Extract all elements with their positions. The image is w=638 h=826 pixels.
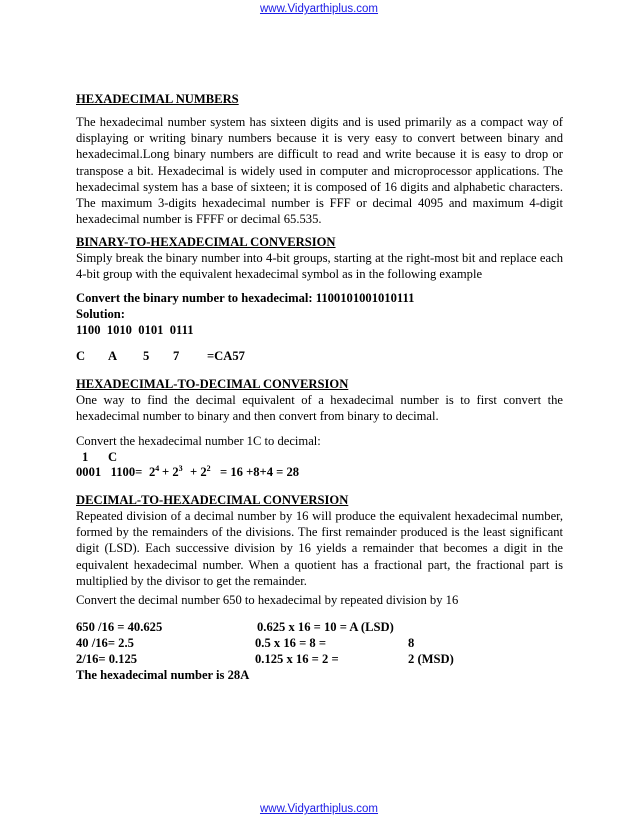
hex-digit: 7 (173, 349, 180, 363)
hex-digit-output: 2 (MSD) (408, 652, 454, 666)
page-footer (0, 803, 638, 815)
hex-digit: C (76, 349, 86, 363)
decimal-to-hex-example: Convert the decimal number 650 to hexadecimal by repeated division by 16 (76, 593, 459, 607)
hex-to-decimal-example: Convert the hexadecimal number 1C to decimal: (76, 434, 321, 448)
decimal-to-hex-heading: DECIMAL-TO-HEXADECIMAL CONVERSION (76, 493, 349, 507)
remainder-step: 0.625 x 16 = 10 = A (LSD) (257, 620, 394, 634)
power-term: + $2^3$ (162, 463, 183, 479)
hex-input-digit: 1 (82, 450, 89, 464)
remainder-step: 0.125 x 16 = 2 = (255, 652, 339, 666)
binary-value: 0001 1100= (76, 465, 143, 479)
power-term: $2^4$ (149, 463, 160, 479)
division-row (76, 651, 576, 667)
hex-to-decimal-paragraph: One way to find the decimal equivalent of a hexadecimal number is to first convert the hexadecimal number to binary and then convert from binary to decimal. (76, 393, 563, 424)
power-term: + $2^2$ (190, 463, 211, 479)
binary-to-hex-heading: BINARY-TO-HEXADECIMAL CONVERSION (76, 235, 336, 249)
division-step: 2/16= 0.125 (76, 652, 138, 666)
hex-to-decimal-heading: HEXADECIMAL-TO-DECIMAL CONVERSION (76, 377, 349, 391)
hex-input-digit-row (76, 449, 576, 465)
decimal-to-hex-paragraph: Repeated division of a decimal number by 16 will produce the equivalent hexadecimal number, formed by the remainders of the divisions. The first remainder produced is the least significant digit (LSD). Each successive division by 16 yields a remainder that becomes a digit in the equivalent hexadecimal number. When a quotient has a fractional part, the fractional part is multiplied by the divisor to get the remainder. (76, 509, 563, 588)
binary-to-hex-paragraph: Simply break the binary number into 4-bit groups, starting at the right-most bit and replace each 4-bit group with the equivalent hexadecimal symbol as in the following example (76, 251, 563, 282)
division-step: 40 /16= 2.5 (76, 636, 134, 650)
binary-expansion-row (76, 464, 576, 480)
division-row (76, 635, 576, 651)
conversion-result: =CA57 (207, 349, 245, 363)
final-answer: The hexadecimal number is 28A (76, 668, 250, 682)
binary-to-hex-example: Convert the binary number to hexadecimal: 1100101001010111 (76, 291, 415, 305)
division-row (76, 619, 576, 635)
hexadecimal-numbers-heading: HEXADECIMAL NUMBERS (76, 92, 239, 106)
remainder-step: 0.5 x 16 = 8 = (255, 636, 327, 650)
hex-digit-output: 8 (408, 636, 415, 650)
hex-digit: 5 (143, 349, 150, 363)
header-link[interactable]: www.Vidyarthiplus.com (259, 3, 379, 15)
page-header (0, 3, 638, 15)
solution-label: Solution: (76, 307, 125, 321)
hex-digit-row (76, 348, 576, 364)
binary-groups: 1100 1010 0101 0111 (76, 323, 194, 337)
division-step: 650 /16 = 40.625 (76, 620, 163, 634)
hexadecimal-numbers-paragraph: The hexadecimal number system has sixteen digits and is used primarily as a compact way of displaying or writing binary numbers because it is very easy to convert between binary and hexadecimal.Long binary numbers are difficult to read and write because it is easy to drop or transpose a bit. Hexadecimal is widely used in computer and microprocessor applications. The hexadecimal system has a base of sixteen; it is composed of 16 digits and alphabetic characters. The maximum 3-digits hexadecimal number is FFF or decimal 4095 and maximum 4-digit hexadecimal number is FFFF or decimal 65.535. (76, 115, 563, 227)
hex-input-digit: C (108, 450, 118, 464)
decimal-result: = 16 +8+4 = 28 (220, 465, 300, 479)
hex-digit: A (108, 349, 118, 363)
footer-link[interactable]: www.Vidyarthiplus.com (259, 803, 379, 815)
